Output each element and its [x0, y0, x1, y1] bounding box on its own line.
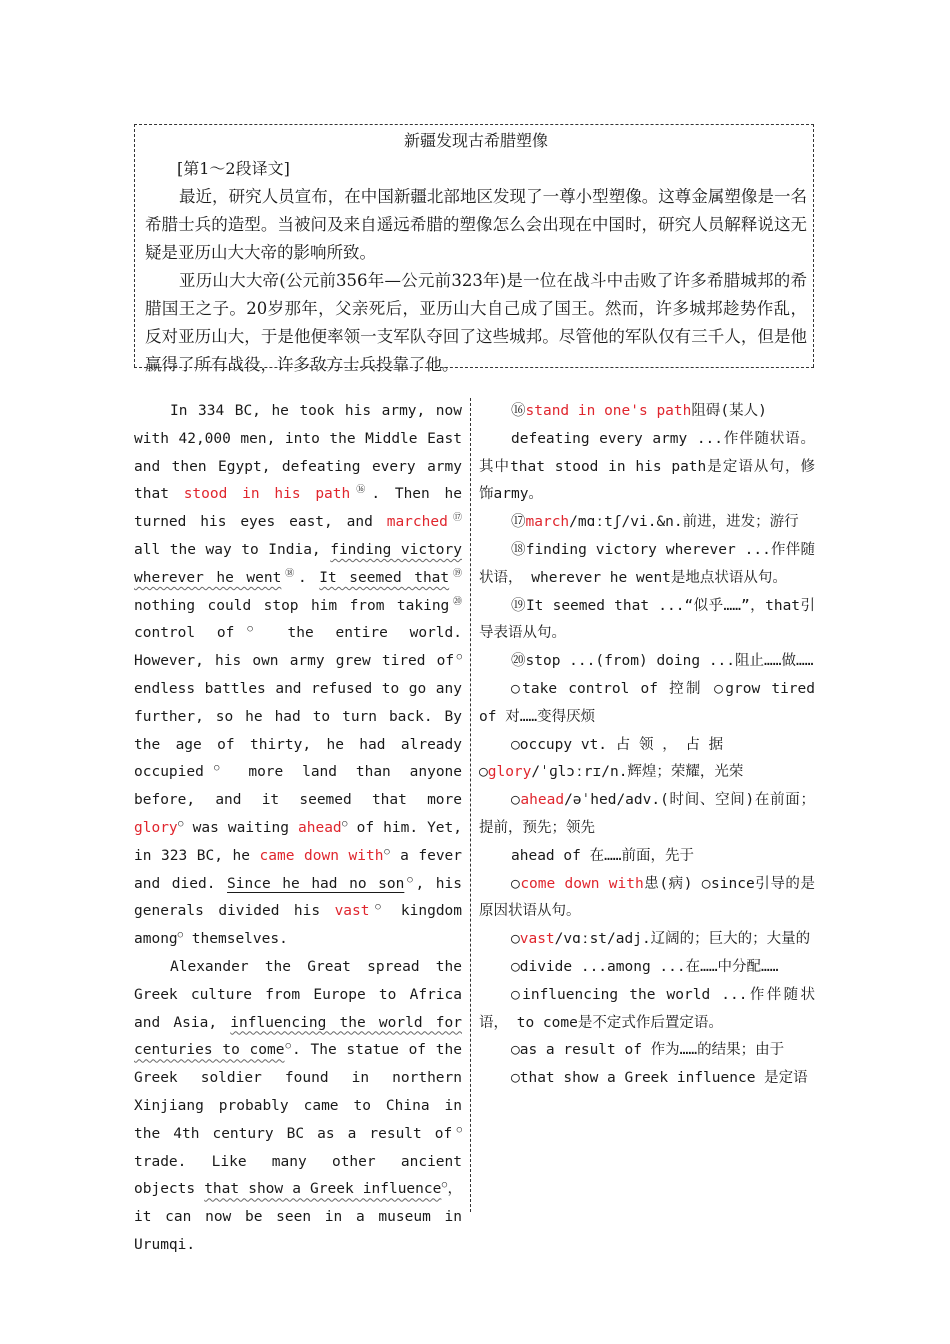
- note-item: ⑲It seemed that ...“似乎……”，that引导表语从句。: [479, 597, 815, 642]
- phrase-stood-in-his-path: stood in his path: [183, 486, 351, 503]
- note-item: ○influencing the world ...作伴随状语， to come是不定式作后置定语。: [479, 986, 815, 1031]
- phrase-came-down-with: came down with: [259, 847, 384, 864]
- note-item: ○that show a Greek influence 是定语: [511, 1070, 808, 1087]
- note-item: ○vast/vɑːst/adj.辽阔的；巨大的；大量的: [511, 931, 811, 948]
- note-item: ⑯stand in one's path阻碍(某人): [511, 403, 767, 419]
- phrase-influencing-the-world: influencing the world for centuries to come: [134, 1014, 462, 1059]
- translation-box-bottom-border: [134, 367, 814, 368]
- phrase-that-show-a-greek-influence: that show a Greek influence: [204, 1181, 442, 1198]
- note-item: ○ahead/əˈhed/adv.(时间、空间)在前面；提前，预先；领先: [479, 792, 815, 836]
- note-item: ○occupy vt. 占 领 ， 占 据: [511, 736, 724, 753]
- note-item: ○come down with患(病) ○since引导的是原因状语从句。: [479, 875, 815, 920]
- translation-paragraph-2: 亚历山大大帝(公元前356年—公元前323年)是一位在战斗中击败了许多希腊城邦的希腊国王之子。20岁那年，父亲死后，亚历山大自己成了国王。然而，许多城邦趁势作乱，反对亚历山大，于是他便率领一支军队夺回了这些城邦。尽管他的军队仅有三千人，但是他赢得了所有战役，许多敌方士兵投靠了他。: [145, 271, 807, 374]
- note-item: ○as a result of 作为……的结果；由于: [511, 1042, 785, 1059]
- column-divider: [470, 398, 471, 1212]
- passage-paragraph-3: In 334 BC, he took his army, now with 42,000 men, into the Middle East and then Egypt, defeating every army that stood in his path⑯. Then he turned his eyes east, and marched⑰ all the way to India, finding victory wherever he went⑱. It seemed that⑲ nothing could stop him from taking⑳ control of○ the entire world. However, his own army grew tired of○ endless battles and refused to go any further, so he had to turn back. By the age of thirty, he had already occupied○ more land than anyone before, and it seemed that more glory○ was waiting ahead○ of him. Yet, in 323 BC, he came down with○ a fever and died. Since he had no son○, his generals divided his vast○ kingdom among○ themselves.: [134, 403, 463, 948]
- note-item: ○divide ...among ...在……中分配……: [511, 958, 779, 975]
- note-item: ahead of 在……前面，先于: [511, 847, 695, 864]
- word-marched: marched: [386, 514, 448, 531]
- note-item: ⑱finding victory wherever ...作伴随状语， wherever he went是地点状语从句。: [479, 541, 815, 586]
- note-item: ○take control of 控制 ○grow tired of 对……变得厌烦: [479, 680, 815, 725]
- word-glory: glory: [134, 819, 178, 836]
- translation-paragraph-1: 最近，研究人员宣布，在中国新疆北部地区发现了一尊小型塑像。这尊金属塑像是一名希腊士兵的造型。当被问及来自遥远希腊的塑像怎么会出现在中国时，研究人员解释说这无疑是亚历山大大帝的影响所致。: [145, 187, 807, 262]
- phrase-it-seemed-that: It seemed that: [319, 569, 450, 586]
- word-ahead: ahead: [298, 819, 342, 836]
- translation-box: [134, 124, 814, 374]
- note-item: ⑳stop ...(from) doing ...阻止……做……: [511, 653, 814, 670]
- english-passage: [134, 398, 462, 1260]
- word-vast: vast: [334, 903, 370, 920]
- vocabulary-notes: [479, 398, 815, 1093]
- passage-paragraph-4: Alexander the Great spread the Greek culture from Europe to Africa and Asia, influencing the world for centuries to come○. The statue of the Greek soldier found in northern Xinjiang probably came to China in the 4th century BC as a result of○ trade. Like many other ancient objects that show a Greek influence○， it can now be seen in a museum in Urumqi.: [134, 958, 463, 1253]
- translation-label: [第1～2段译文]: [177, 159, 290, 178]
- note-item: defeating every army ...作伴随状语。其中that stood in his path是定语从句，修饰army。: [479, 430, 815, 503]
- phrase-since-he-had-no-son: Since he had no son: [227, 875, 405, 892]
- translation-title: 新疆发现古希腊塑像: [403, 131, 548, 150]
- note-item: ⑰march/mɑːtʃ/vi.&n.前进，进发；游行: [511, 514, 799, 531]
- phrase-finding-victory: finding victory wherever he went: [134, 541, 462, 586]
- note-item: ○glory/ˈɡlɔːrɪ/n.辉煌；荣耀，光荣: [479, 764, 744, 781]
